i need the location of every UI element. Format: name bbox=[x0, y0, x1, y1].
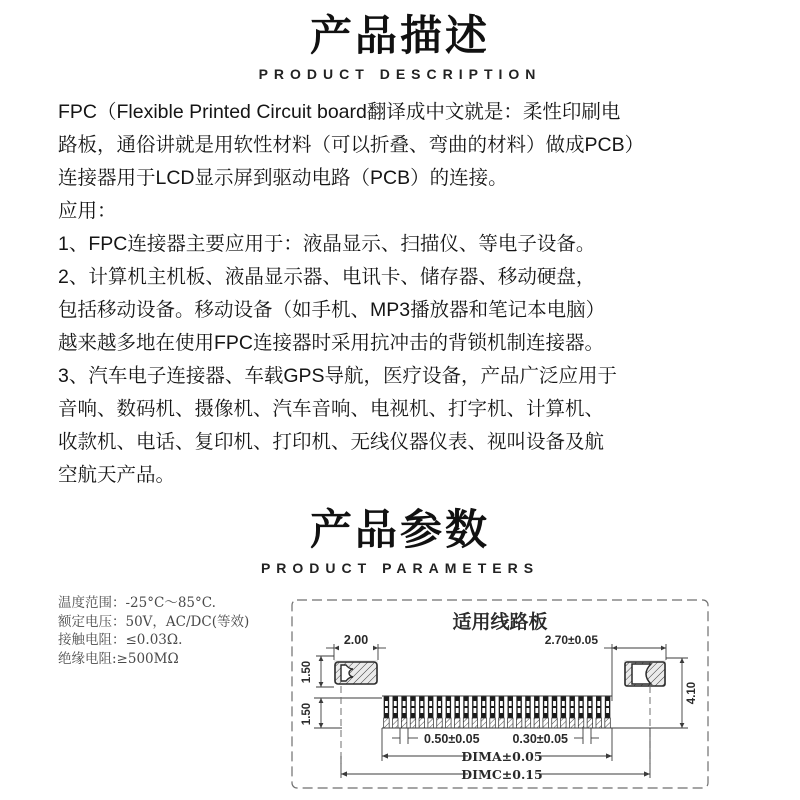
description-title-cn: 产品描述 bbox=[309, 11, 490, 60]
description-line: 应用： bbox=[58, 200, 117, 223]
description-line: 收款机、电话、复印机、打印机、无线仪器仪表、视叫设备及航 bbox=[58, 431, 605, 454]
right-pad-height-label: 4.10 bbox=[686, 681, 698, 705]
pitch-right-dim bbox=[574, 728, 599, 744]
left-pad-height-label: 1.50 bbox=[301, 660, 313, 684]
right-pad-height-dim bbox=[666, 658, 688, 728]
spec-item: 温度范围：-25°C～85°C. bbox=[58, 595, 216, 612]
description-line: 3、汽车电子连接器、车载GPS导航，医疗设备，产品广泛应用于 bbox=[58, 365, 618, 388]
spec-list bbox=[58, 586, 284, 668]
drawing-title: 适用线路板 bbox=[452, 611, 548, 634]
description-body bbox=[0, 96, 800, 492]
spec-item: 额定电压：50V，AC/DC(等效) bbox=[58, 613, 250, 630]
left-gap-label: 1.50 bbox=[301, 702, 313, 726]
pcb-layout-drawing bbox=[288, 586, 712, 796]
description-line: 2、计算机主机板、液晶显示器、电讯卡、储存器、移动硬盘， bbox=[58, 266, 596, 289]
description-line: 1、FPC连接器主要应用于：液晶显示、扫描仪、等电子设备。 bbox=[58, 233, 596, 256]
description-line: 包括移动设备。移动设备（如手机、MP3播放器和笔记本电脑） bbox=[58, 299, 606, 322]
dim-c-label: DIMC±0.15 bbox=[461, 767, 543, 783]
description-line: 空航天产品。 bbox=[58, 464, 176, 487]
description-line: 路板，通俗讲就是用软性材料（可以折叠、弯曲的材料）做成PCB） bbox=[58, 134, 645, 157]
left-pad bbox=[334, 660, 378, 684]
drawing-svg bbox=[288, 586, 712, 796]
product-parameters-heading bbox=[0, 492, 800, 576]
description-line: 越来越多地在使用FPC连接器时采用抗冲击的背锁机制连接器。 bbox=[58, 332, 605, 355]
left-gap-dim bbox=[314, 698, 382, 728]
left-pad-height-dim bbox=[316, 656, 334, 687]
right-offset-label: 2.70±0.05 bbox=[544, 633, 598, 648]
pin-row bbox=[314, 696, 666, 728]
description-line: 连接器用于LCD显示屏到驱动电路（PCB）的连接。 bbox=[58, 167, 508, 190]
description-line: 音响、数码机、摄像机、汽车音响、电视机、打字机、计算机、 bbox=[58, 398, 605, 421]
pitch-left-dim bbox=[392, 728, 418, 744]
parameters-title-cn: 产品参数 bbox=[309, 505, 490, 555]
pitch-right-label: 0.30±0.05 bbox=[512, 732, 568, 747]
description-title-en: PRODUCT DESCRIPTION bbox=[258, 66, 542, 83]
dim-a-label: DIMA±0.05 bbox=[461, 749, 543, 765]
description-line: FPC（Flexible Printed Circuit board翻译成中文就是：柔性印刷电 bbox=[58, 101, 621, 124]
product-description-heading bbox=[0, 0, 800, 82]
left-pad-width-label: 2.00 bbox=[343, 633, 369, 648]
pitch-left-label: 0.50±0.05 bbox=[424, 732, 480, 747]
spec-item: 绝缘电阻:≥500MΩ bbox=[58, 650, 179, 667]
parameters-title-en: PRODUCT PARAMETERS bbox=[260, 560, 540, 577]
right-pad bbox=[624, 660, 666, 686]
parameters-row bbox=[0, 586, 800, 796]
spec-item: 接触电阻：≤0.03Ω. bbox=[58, 632, 183, 649]
